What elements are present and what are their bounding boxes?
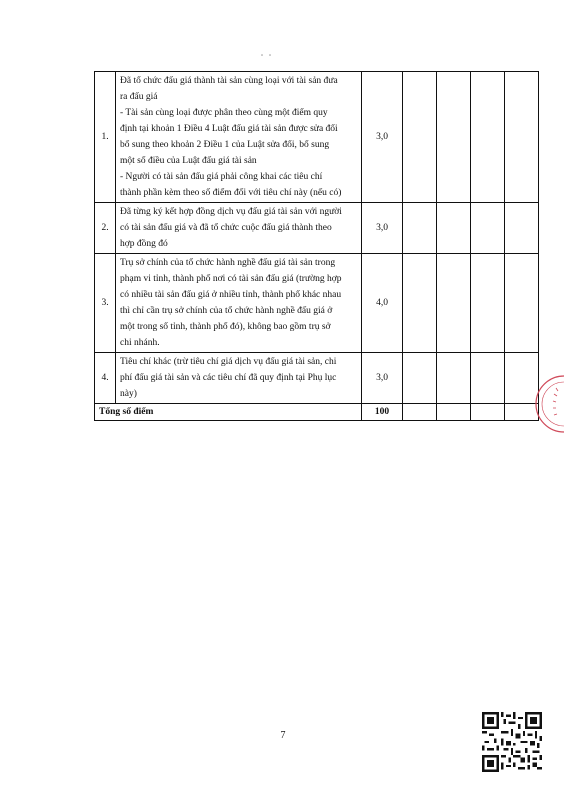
- scoring-criteria-table: [94, 71, 539, 421]
- scan-dots: [248, 52, 288, 58]
- empty-cell: [403, 72, 437, 203]
- empty-cell: [471, 203, 505, 254]
- criterion-score: 4,0: [362, 254, 403, 353]
- row-number: 3.: [95, 254, 116, 353]
- total-label: Tổng số điểm: [95, 404, 362, 421]
- table-row: [95, 353, 539, 404]
- empty-cell: [505, 254, 539, 353]
- empty-cell: [437, 353, 471, 404]
- total-score: 100: [362, 404, 403, 421]
- criterion-text: Tiêu chí khác (trừ tiêu chí giá dịch vụ đấu giá tài sản, chi phí đấu giá tài sản và các tiêu chí đã quy định tại Phụ lục này): [116, 353, 362, 404]
- empty-cell: [403, 353, 437, 404]
- empty-cell: [403, 404, 437, 421]
- empty-cell: [437, 404, 471, 421]
- criterion-text: Đã tổ chức đấu giá thành tài sản cùng loại với tài sản đưa ra đấu giá - Tài sản cùng loại được phân theo cùng một điểm quy định tại khoản 1 Điều 4 Luật đấu giá tài sản được sửa đổi bổ sung theo khoản 2 Điều 1 của Luật sửa đổi, bổ sung một số điều của Luật đấu giá tài sản - Người có tài sản đấu giá phải công khai các tiêu chí thành phần kèm theo số điểm đối với tiêu chí này (nếu có): [116, 72, 362, 203]
- row-number: 2.: [95, 203, 116, 254]
- empty-cell: [437, 254, 471, 353]
- table-row: [95, 203, 539, 254]
- criterion-text: Trụ sở chính của tổ chức hành nghề đấu giá tài sản trong phạm vi tỉnh, thành phố nơi có tài sản đấu giá (trường hợp có nhiều tài sản đấu giá ở nhiều tỉnh, thành phố khác nhau thì chỉ cần trụ sở chính của tổ chức hành nghề đấu giá ở một trong số tỉnh, thành phố đó), không bao gồm trụ sở chi nhánh.: [116, 254, 362, 353]
- table-row: [95, 254, 539, 353]
- empty-cell: [505, 203, 539, 254]
- empty-cell: [471, 404, 505, 421]
- qr-code-icon: [482, 712, 542, 772]
- empty-cell: [403, 203, 437, 254]
- red-seal-stamp: [534, 372, 566, 436]
- empty-cell: [471, 353, 505, 404]
- empty-cell: [437, 203, 471, 254]
- criterion-score: 3,0: [362, 203, 403, 254]
- criterion-text: Đã từng ký kết hợp đồng dịch vụ đấu giá tài sản với người có tài sản đấu giá và đã tổ chức cuộc đấu giá thành theo hợp đồng đó: [116, 203, 362, 254]
- empty-cell: [505, 72, 539, 203]
- row-number: 1.: [95, 72, 116, 203]
- table-row: [95, 72, 539, 203]
- empty-cell: [471, 72, 505, 203]
- row-number: 4.: [95, 353, 116, 404]
- page-number: 7: [280, 730, 286, 741]
- criterion-score: 3,0: [362, 353, 403, 404]
- empty-cell: [437, 72, 471, 203]
- empty-cell: [471, 254, 505, 353]
- total-row: [95, 404, 539, 421]
- criterion-score: 3,0: [362, 72, 403, 203]
- empty-cell: [403, 254, 437, 353]
